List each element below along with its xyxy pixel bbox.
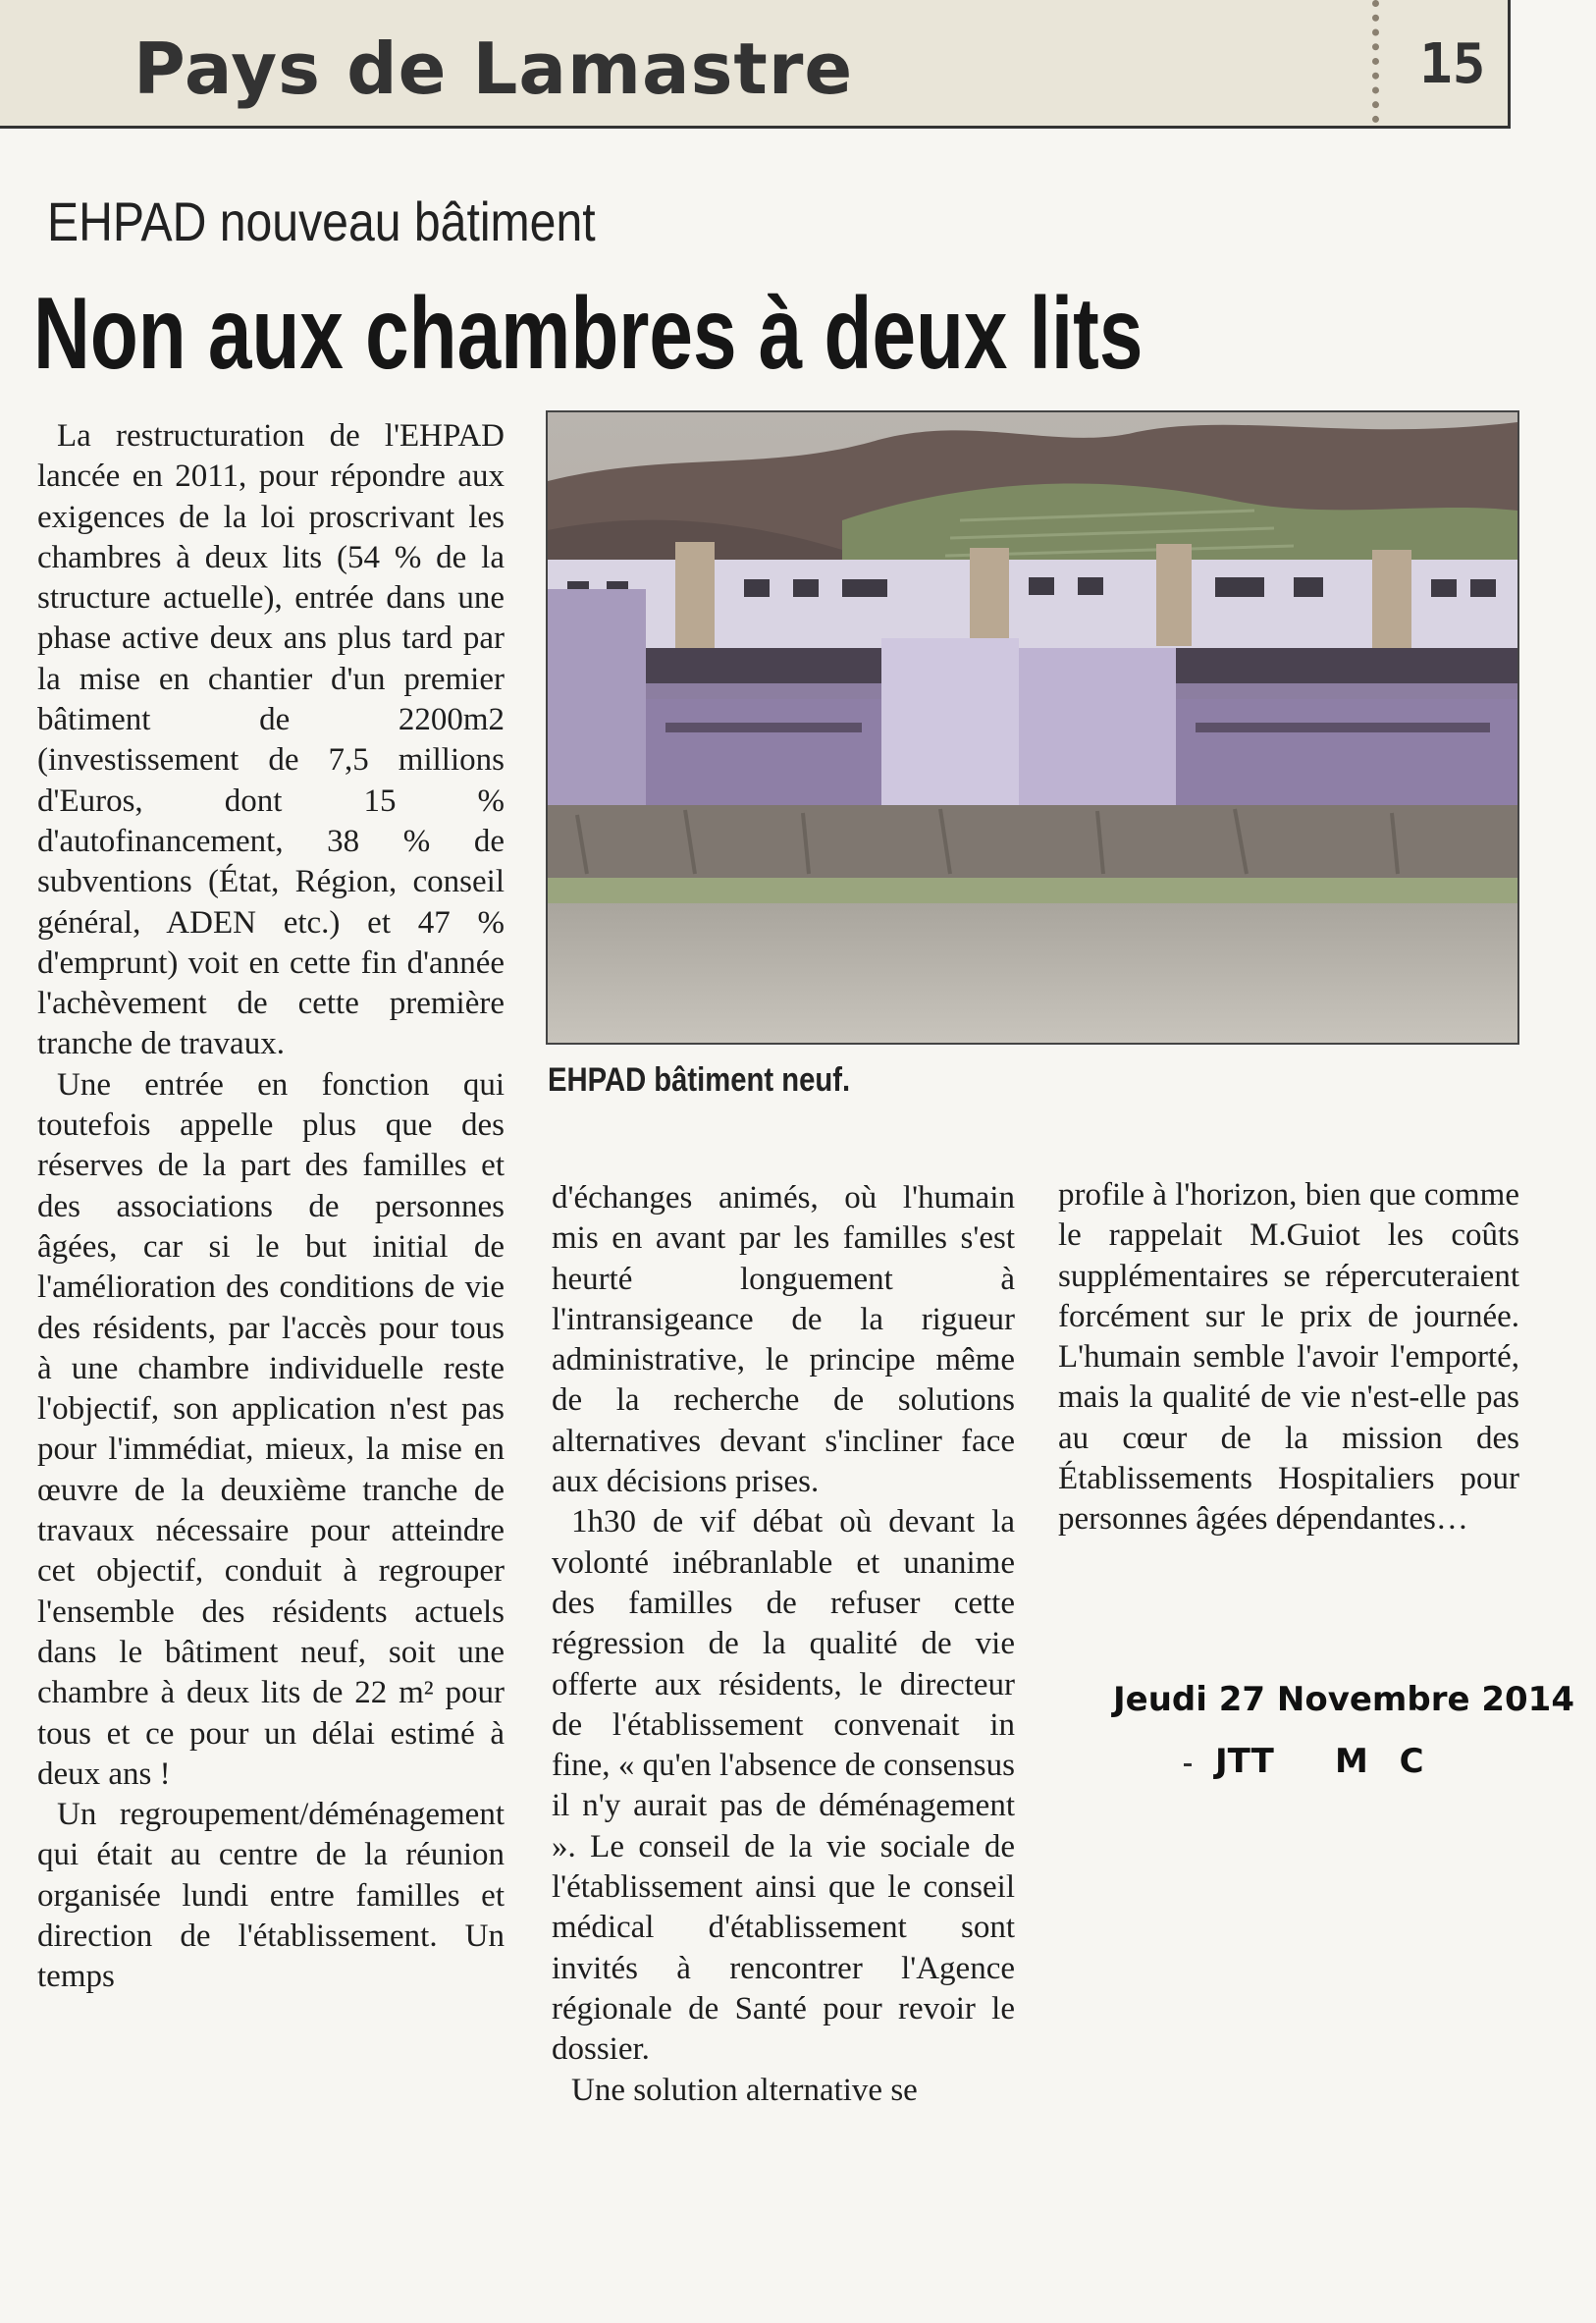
section-header [0,0,1511,129]
paragraph: profile à l'horizon, bien que comme le rappelait M.Guiot les coûts supplémentaires se répercuteraient forcément sur le prix de journée. L'humain semble l'avoir l'emporté, mais la qualité de vie n'est-elle pas au cœur de la mission des Établissements Hospitaliers pour personnes âgées dépendantes… [1058,1177,1519,1538]
article-headline: Non aux chambres à deux lits [33,277,1144,391]
article-column-1 [37,416,505,1998]
publication-date: Jeudi 27 Novembre 2014 [1113,1680,1574,1719]
page-number: 15 [1419,32,1486,96]
paragraph: d'échanges animés, où l'humain mis en avant par les familles s'est heurté longuement à l'intransigeance de la rigueur administrative, le principe même de la recherche de solutions alternatives devant s'incliner face aux décisions prises. [552,1180,1015,1500]
article-column-3 [1058,1175,1519,1540]
photo-caption: EHPAD bâtiment neuf. [548,1061,851,1099]
signature-dash [1184,1763,1192,1766]
article-column-2 [552,1178,1015,2111]
paragraph: La restructuration de l'EHPAD lancée en 2011, pour répondre aux exigences de la loi proscrivant les chambres à deux lits (54 % de la structure actuelle), entrée dans une phase active deux ans plus tard par la mise en chantier d'un premier bâtiment de 2200m2 (investissement de 7,5 millions d'Euros, dont 15 % d'autofinancement, 38 % de subventions (État, Région, conseil général, ADEN etc.) et 47 % d'emprunt) voit en cette fin d'année l'achèvement de cette première tranche de travaux. [37,418,505,1062]
source-label: JTT [1215,1742,1274,1781]
author-initials: M C [1335,1742,1434,1781]
article-kicker: EHPAD nouveau bâtiment [47,190,596,252]
building-photo-illustration [548,412,1517,1043]
paragraph: Une entrée en fonction qui toutefois appelle plus que des réserves de la part des familles et des associations de personnes âgées, car si le but initial de l'amélioration des conditions de vie des résidents, par l'accès pour tous à une chambre individuelle reste l'objectif, son application n'est pas pour l'immédiat, mieux, la mise en œuvre de la deuxième tranche de travaux nécessaire pour atteindre cet objectif, conduit à regrouper l'ensemble des résidents actuels dans le bâtiment neuf, soit une chambre à deux lits de 22 m² pour tous et ce pour un délai estimé à deux ans ! [37,1066,505,1792]
paragraph: Un regroupement/déménagement qui était au centre de la réunion organisée lundi entre familles et direction de l'établissement. Un temps [37,1797,505,1995]
section-title: Pays de Lamastre [133,27,854,110]
article-photo [546,410,1519,1045]
header-dotted-divider [1372,0,1379,123]
paragraph: Une solution alternative se [571,2072,918,2108]
paragraph: 1h30 de vif débat où devant la volonté inébranlable et unanime des familles de refuser cette régression de la qualité de vie offerte aux résidents, le directeur de l'établissement convenait in fine, « qu'en l'absence de consensus il n'y aurait pas de déménagement ». Le conseil de la vie sociale de l'établissement ainsi que le conseil médical d'établissement sont invités à rencontrer l'Agence régionale de Santé pour revoir le dossier. [552,1504,1015,2068]
